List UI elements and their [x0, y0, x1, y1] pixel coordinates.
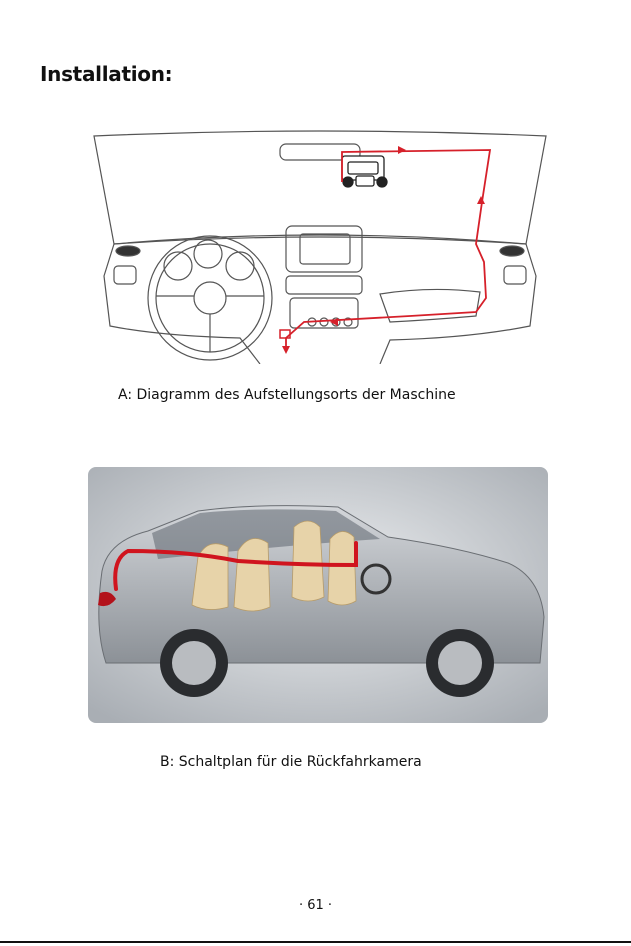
figure-b-caption: B: Schaltplan für die Rückfahrkamera [160, 754, 422, 770]
bottom-rule [0, 941, 631, 943]
rear-camera-wiring-photo [88, 467, 548, 723]
section-heading: Installation: [40, 62, 173, 86]
figure-a-caption: A: Diagramm des Aufstellungsorts der Maschine [118, 387, 456, 403]
page-number: · 61 · [298, 898, 333, 913]
dashboard-installation-diagram [90, 126, 550, 364]
